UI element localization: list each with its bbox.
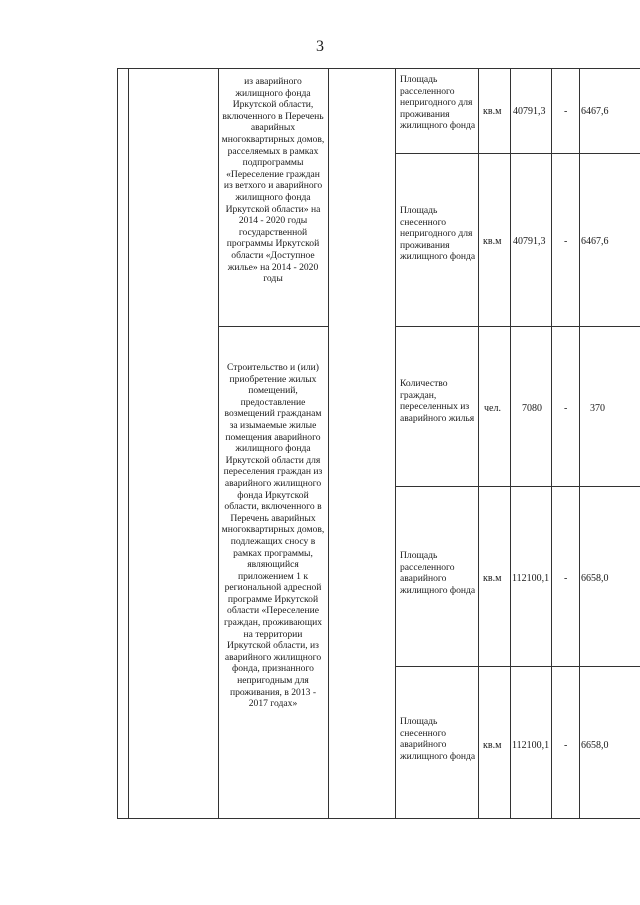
dash-cell: - bbox=[564, 403, 568, 414]
target-value: 370 bbox=[590, 403, 605, 414]
col-border bbox=[395, 68, 396, 818]
row-separator bbox=[395, 153, 640, 154]
dash-cell: - bbox=[564, 236, 568, 247]
target-value: 6467,6 bbox=[581, 106, 609, 117]
col-border bbox=[218, 68, 219, 818]
total-value: 112100,1 bbox=[512, 740, 550, 751]
measure-description-2: Строительство и (или) приобретение жилых помещений, предоставление возмещений гражданам за изымаемые жилые помещения аварийного жилищного фонда Иркутской области для переселения граждан из аварийного жилищного фонда Иркутской области, включенного в Перечень аварийных многоквартирных домов, подлежащих сносу в рамках программы, являющийся приложением 1 к региональной адресной программе Иркутской области «Переселение граждан, проживающих на территории Иркутской области, из аварийного жилищного фонда, признанного непригодным для проживания, в 2013 - 2017 годах» bbox=[221, 362, 325, 710]
indicator-name: Площадь снесенного аварийного жилищного фонда bbox=[400, 716, 476, 762]
unit-cell: кв.м bbox=[483, 236, 502, 247]
table-top-border bbox=[117, 68, 640, 69]
measure-description-1: из аварийного жилищного фонда Иркутской области, включенного в Перечень аварийных многоквартирных домов, расселяемых в рамках подпрограммы «Переселение граждан из ветхого и аварийного жилищного фонда Иркутской области» на 2014 - 2020 годы государственной программы Иркутской области «Доступное жилье» на 2014 - 2020 годы bbox=[221, 76, 325, 285]
dash-cell: - bbox=[564, 573, 568, 584]
col-border bbox=[117, 68, 118, 818]
col-border bbox=[128, 68, 129, 818]
row-separator bbox=[218, 326, 328, 327]
row-separator bbox=[395, 326, 640, 327]
indicator-name: Площадь снесенного непригодного для проживания жилищного фонда bbox=[400, 205, 476, 263]
table-bottom-border bbox=[117, 818, 640, 819]
unit-cell: кв.м bbox=[483, 740, 502, 751]
total-value: 7080 bbox=[522, 403, 542, 414]
total-value: 40791,3 bbox=[513, 236, 546, 247]
dash-cell: - bbox=[564, 740, 568, 751]
target-value: 6658,0 bbox=[581, 573, 609, 584]
col-border bbox=[510, 68, 511, 818]
unit-cell: чел. bbox=[484, 403, 501, 414]
row-separator bbox=[395, 486, 640, 487]
col-border bbox=[478, 68, 479, 818]
dash-cell: - bbox=[564, 106, 568, 117]
target-value: 6658,0 bbox=[581, 740, 609, 751]
indicator-name: Площадь расселенного непригодного для проживания жилищного фонда bbox=[400, 74, 476, 132]
indicator-name: Площадь расселенного аварийного жилищного фонда bbox=[400, 550, 476, 596]
total-value: 40791,3 bbox=[513, 106, 546, 117]
indicator-name: Количество граждан, переселенных из аварийного жилья bbox=[400, 378, 475, 424]
total-value: 112100,1 bbox=[512, 573, 550, 584]
page-number: 3 bbox=[316, 38, 324, 55]
unit-cell: кв.м bbox=[483, 573, 502, 584]
unit-cell: кв.м bbox=[483, 106, 502, 117]
col-border bbox=[328, 68, 329, 818]
target-value: 6467,6 bbox=[581, 236, 609, 247]
row-separator bbox=[395, 666, 640, 667]
col-border bbox=[551, 68, 552, 818]
col-border bbox=[579, 68, 580, 818]
